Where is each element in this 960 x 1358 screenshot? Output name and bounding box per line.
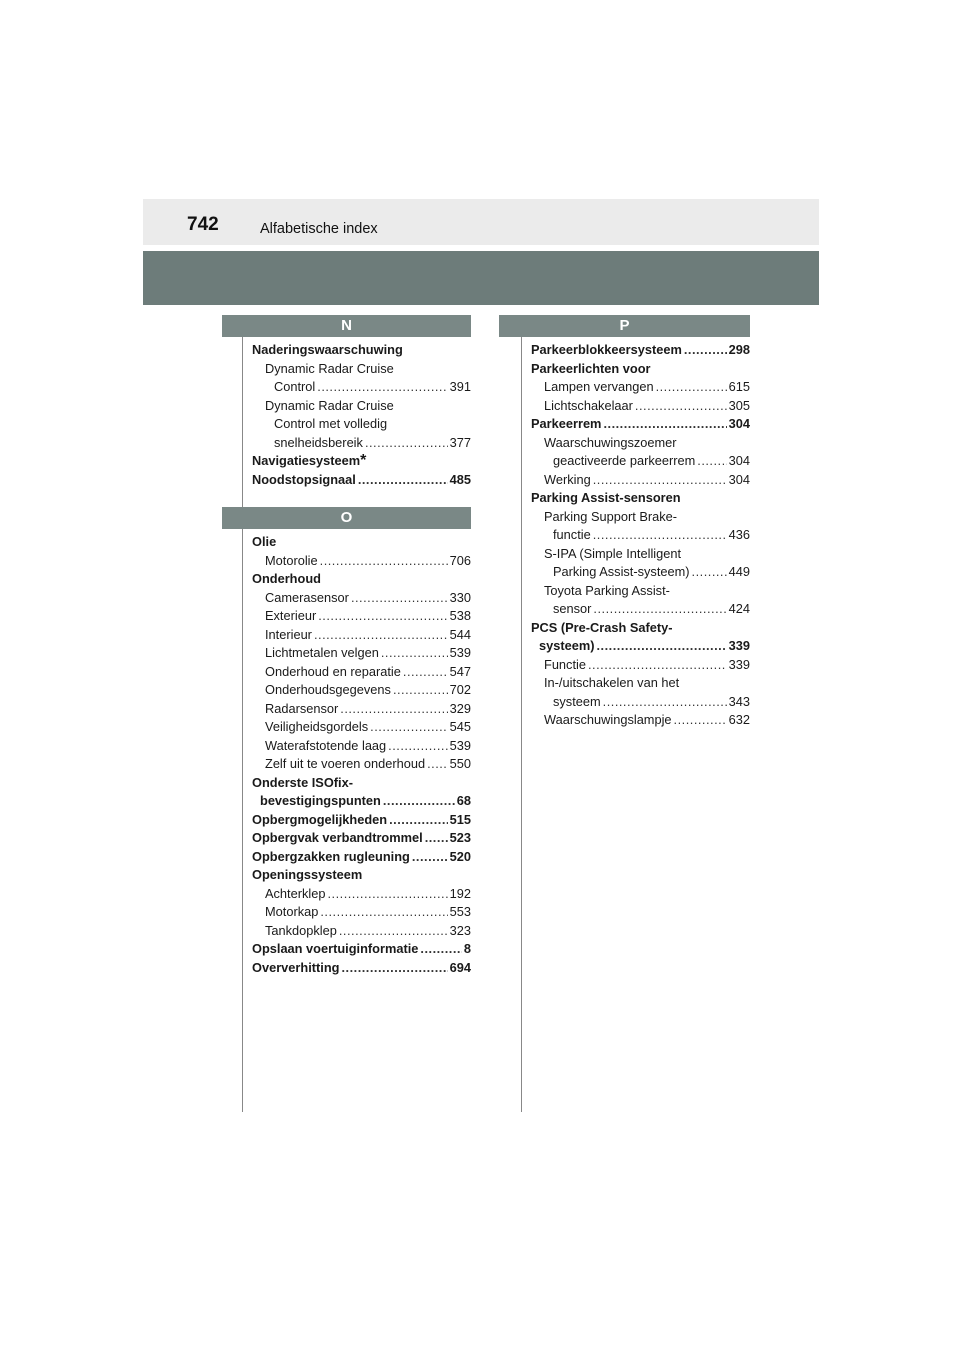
index-entry: sensor ..... 424 (531, 600, 750, 619)
column-divider-right (521, 336, 522, 1112)
index-entry: Olie (252, 534, 277, 549)
index-column-right (531, 315, 750, 730)
index-entry: Opbergzakken rugleuning ..... 520 (252, 848, 471, 867)
index-entry: Openingssysteem (252, 867, 363, 882)
index-entry: Noodstopsignaal ..... 485 (252, 471, 471, 490)
index-entry: snelheidsbereik ..... 377 (252, 434, 471, 453)
index-entry: PCS (Pre-Crash Safety- (531, 619, 673, 635)
index-entry: Zelf uit te voeren onderhoud ..... 550 (252, 755, 471, 774)
page-number: 742 (187, 214, 219, 235)
index-entry: systeem) ..... 339 (531, 637, 750, 656)
page-header (143, 199, 819, 245)
index-entry: functie ..... 436 (531, 526, 750, 545)
index-entry: S-IPA (Simple Intelligent (544, 545, 682, 561)
section-letter-n: N (222, 315, 471, 337)
column-divider-left (242, 336, 243, 1112)
index-entry: Onderhoud en reparatie ..... 547 (252, 663, 471, 682)
index-entry: Waarschuwingszoemer (544, 434, 677, 450)
index-entry: Veiligheidsgordels ..... 545 (252, 718, 471, 737)
page-title: Alfabetische index (260, 221, 378, 237)
index-entry: Radarsensor ..... 329 (252, 700, 471, 719)
index-entry: Functie ..... 339 (531, 656, 750, 675)
index-entry: Navigatiesysteem * (252, 452, 367, 469)
index-entry: systeem ..... 343 (531, 693, 750, 712)
index-entry: Parkeerblokkeersysteem ..... 298 (531, 341, 750, 360)
index-entry: Opbergvak verbandtrommel ..... 523 (252, 829, 471, 848)
index-entry: Oververhitting ..... 694 (252, 959, 471, 978)
index-entry: Control met volledig (274, 416, 388, 431)
index-entry: Dynamic Radar Cruise (265, 360, 394, 376)
index-entry: geactiveerde parkeerrem ..... 304 (531, 452, 750, 471)
index-entry: Parkeerlichten voor (531, 360, 651, 376)
index-entry: Waterafstotende laag ..... 539 (252, 737, 471, 756)
index-entry: Motorolie ..... 706 (252, 552, 471, 571)
index-entry: Onderhoudsgegevens ..... 702 (252, 681, 471, 700)
index-entry: Waarschuwingslampje ..... 632 (531, 711, 750, 730)
index-entry: Parking Support Brake- (544, 508, 678, 524)
section-letter-p: P (499, 315, 750, 337)
index-entry: Opslaan voertuiginformatie ..... 8 (252, 940, 471, 959)
header-band (143, 251, 819, 305)
section-o-entries (252, 533, 471, 977)
index-entry: Lichtschakelaar ..... 305 (531, 397, 750, 416)
index-entry: Parkeerrem ..... 304 (531, 415, 750, 434)
index-entry: Lichtmetalen velgen ..... 539 (252, 644, 471, 663)
index-entry: Dynamic Radar Cruise (265, 397, 394, 413)
index-entry: In-/uitschakelen van het (544, 675, 680, 690)
section-n-entries (252, 341, 471, 489)
index-entry: Parking Assist-systeem) ..... 449 (531, 563, 750, 582)
index-entry: Lampen vervangen ..... 615 (531, 378, 750, 397)
index-entry: Camerasensor ..... 330 (252, 589, 471, 608)
index-entry: Opbergmogelijkheden ..... 515 (252, 811, 471, 830)
index-entry: Interieur ..... 544 (252, 626, 471, 645)
index-entry: Werking ..... 304 (531, 471, 750, 490)
index-entry: Onderhoud (252, 571, 321, 586)
index-entry: Motorkap ..... 553 (252, 903, 471, 922)
index-entry: Naderingswaarschuwing (252, 342, 403, 357)
index-entry: Control ..... 391 (252, 378, 471, 397)
index-entry: Achterklep ..... 192 (252, 885, 471, 904)
section-p-entries (531, 341, 750, 730)
index-entry: bevestigingspunten ..... 68 (252, 792, 471, 811)
index-entry: Toyota Parking Assist- (544, 582, 670, 598)
index-entry: Exterieur ..... 538 (252, 607, 471, 626)
index-entry: Parking Assist-sensoren (531, 490, 681, 505)
index-column-left (252, 315, 471, 977)
section-letter-o: O (222, 507, 471, 529)
index-entry: Tankdopklep ..... 323 (252, 922, 471, 941)
index-entry: Onderste ISOfix- (252, 774, 353, 790)
